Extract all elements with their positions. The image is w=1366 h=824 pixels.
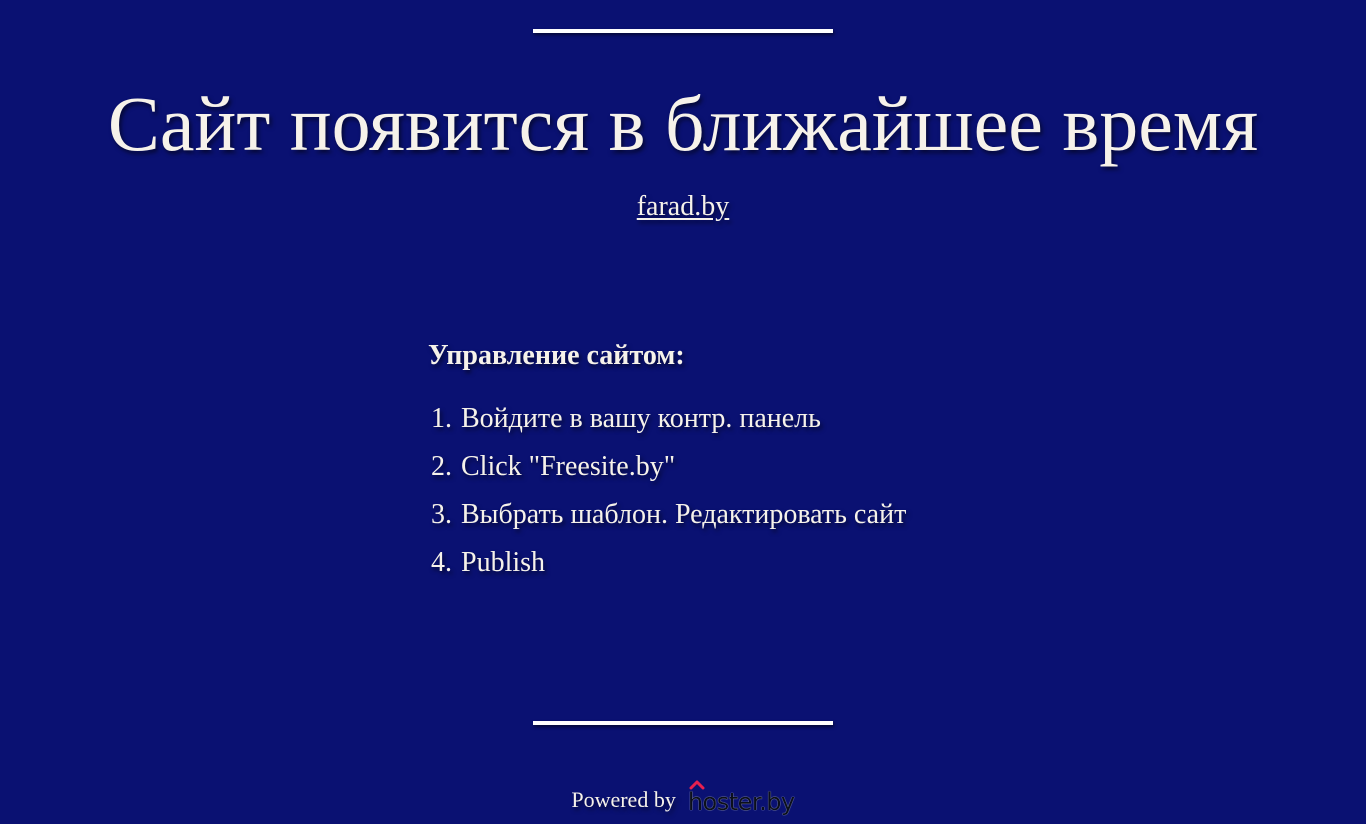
list-item — [428, 395, 988, 443]
top-divider — [533, 29, 833, 33]
hoster-logo-text: hoster.by — [687, 788, 795, 816]
powered-by-label: Powered by — [571, 787, 676, 812]
step-number: 3. — [431, 499, 452, 530]
list-item — [428, 491, 988, 539]
management-heading: Управление сайтом: — [428, 340, 685, 371]
domain-link[interactable]: farad.by — [636, 191, 730, 222]
bottom-divider — [533, 721, 833, 725]
step-text: Click "Freesite.by" — [461, 451, 676, 482]
list-item — [428, 443, 988, 491]
step-number: 4. — [431, 547, 452, 578]
footer — [0, 776, 1366, 820]
step-text: Выбрать шаблон. Редактировать сайт — [461, 499, 907, 530]
site-management-section — [428, 338, 988, 587]
step-number: 2. — [431, 451, 452, 482]
step-number: 1. — [431, 403, 452, 434]
management-steps-list — [428, 395, 988, 587]
list-item — [428, 539, 988, 587]
step-text: Publish — [461, 547, 546, 578]
page-title: Сайт появится в ближайшее время — [107, 80, 1259, 167]
step-text: Войдите в вашу контр. панель — [461, 403, 821, 434]
hoster-logo-link[interactable] — [686, 778, 795, 818]
domain-link-wrapper — [0, 190, 1366, 224]
